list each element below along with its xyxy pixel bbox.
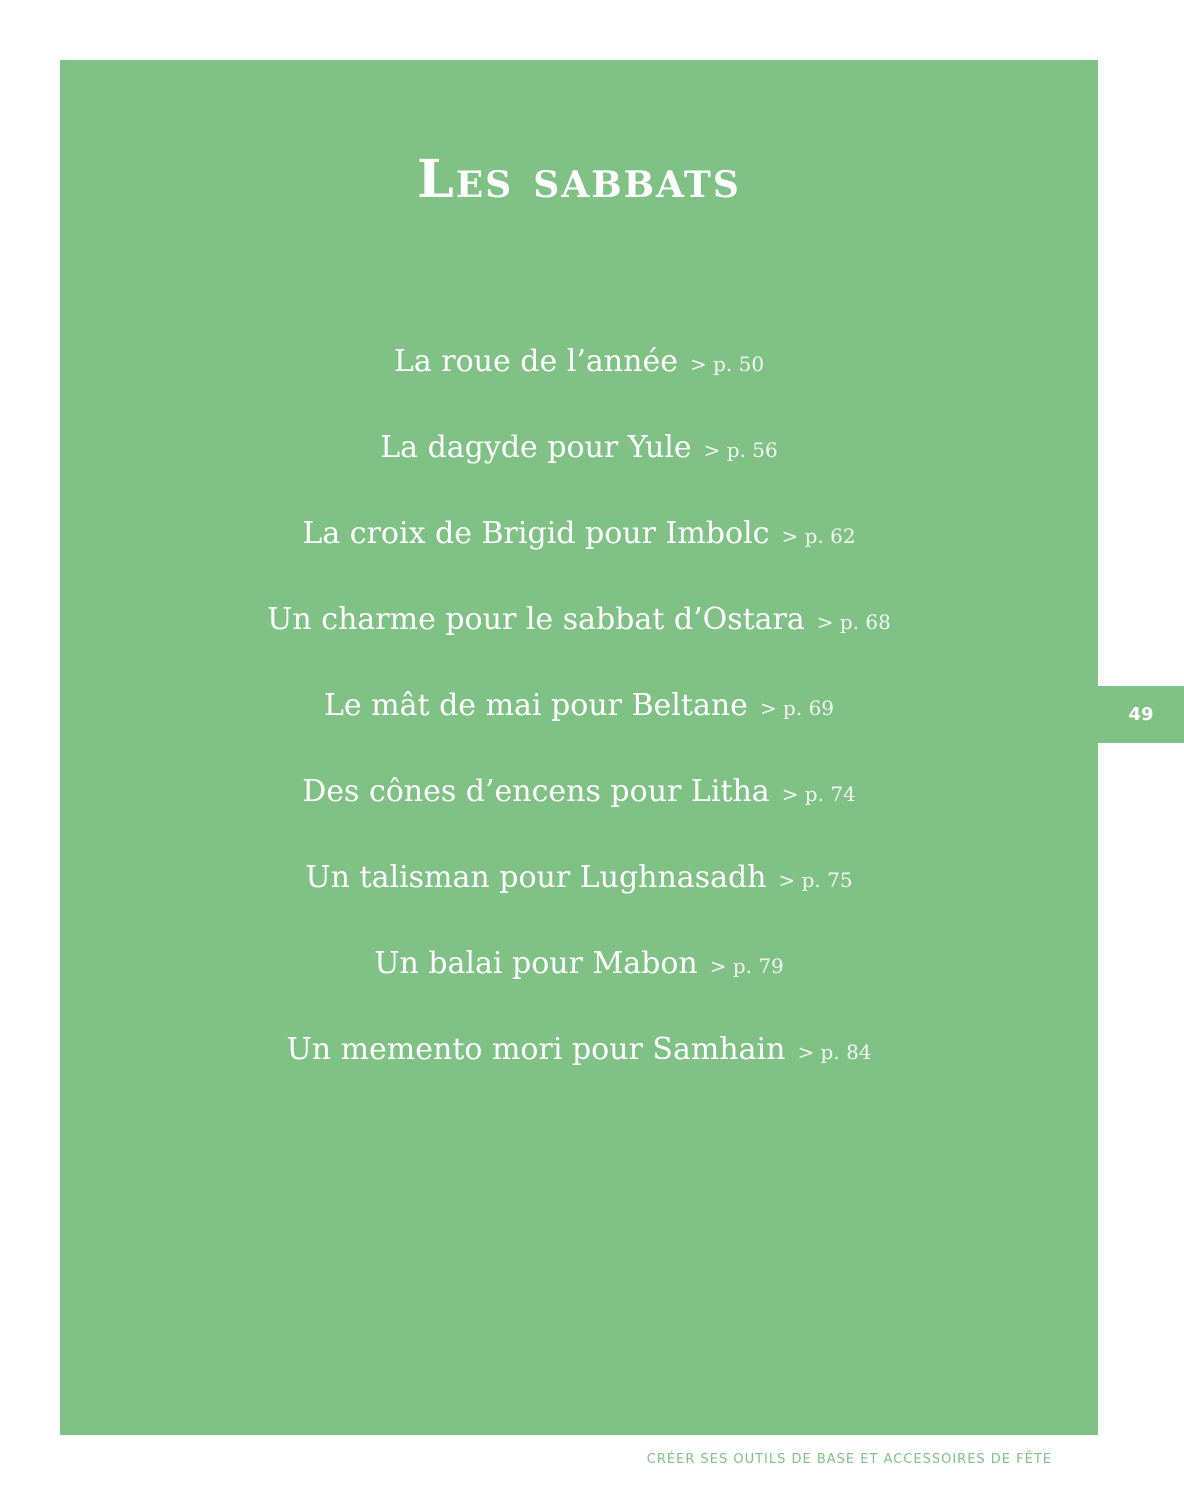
toc-item-page-ref: > p. 84 xyxy=(797,1040,872,1064)
toc-item-label: Un balai pour Mabon xyxy=(374,946,698,981)
toc-item-memento-mori-samhain[interactable] xyxy=(0,1024,1158,1110)
toc-item-page-ref: > p. 50 xyxy=(689,352,765,376)
toc-item-cones-encens-litha[interactable] xyxy=(0,766,1158,852)
toc-item-label: La croix de Brigid pour Imbolc xyxy=(302,516,770,551)
toc-item-page-ref: > p. 79 xyxy=(709,954,784,978)
toc-item-label: Un talisman pour Lughnasadh xyxy=(305,860,767,895)
toc-item-label: Des cônes d’encens pour Litha xyxy=(302,774,770,809)
toc-item-page-ref: > p. 69 xyxy=(759,696,835,720)
toc-item-label: Un charme pour le sabbat d’Ostara xyxy=(267,602,805,637)
toc-item-talisman-lughnasadh[interactable] xyxy=(0,852,1158,938)
toc-item-roue-annee[interactable] xyxy=(0,336,1158,422)
toc-item-balai-mabon[interactable] xyxy=(0,938,1158,1024)
toc-item-page-ref: > p. 74 xyxy=(781,782,856,806)
toc-item-page-ref: > p. 75 xyxy=(778,868,853,892)
toc-item-label: La dagyde pour Yule xyxy=(380,430,692,465)
toc-item-label: Un memento mori pour Samhain xyxy=(286,1032,786,1067)
toc-item-dagyde-yule[interactable] xyxy=(0,422,1158,508)
toc-item-label: Le mât de mai pour Beltane xyxy=(323,688,748,723)
toc-item-page-ref: > p. 68 xyxy=(816,610,891,634)
page-number: 49 xyxy=(1128,704,1154,725)
toc-item-page-ref: > p. 62 xyxy=(781,524,856,548)
table-of-contents xyxy=(0,336,1158,1110)
page-title: Les sabbats xyxy=(417,149,741,210)
running-footer: CRÉER SES OUTILS DE BASE ET ACCESSOIRES DE FÊTE xyxy=(646,1452,1052,1467)
toc-item-page-ref: > p. 56 xyxy=(703,438,778,462)
toc-item-charme-ostara[interactable] xyxy=(0,594,1158,680)
toc-item-mat-de-mai-beltane[interactable] xyxy=(0,680,1158,766)
toc-item-croix-brigid-imbolc[interactable] xyxy=(0,508,1158,594)
page-number-tab xyxy=(1098,686,1184,743)
toc-item-label: La roue de l’année xyxy=(393,344,678,379)
